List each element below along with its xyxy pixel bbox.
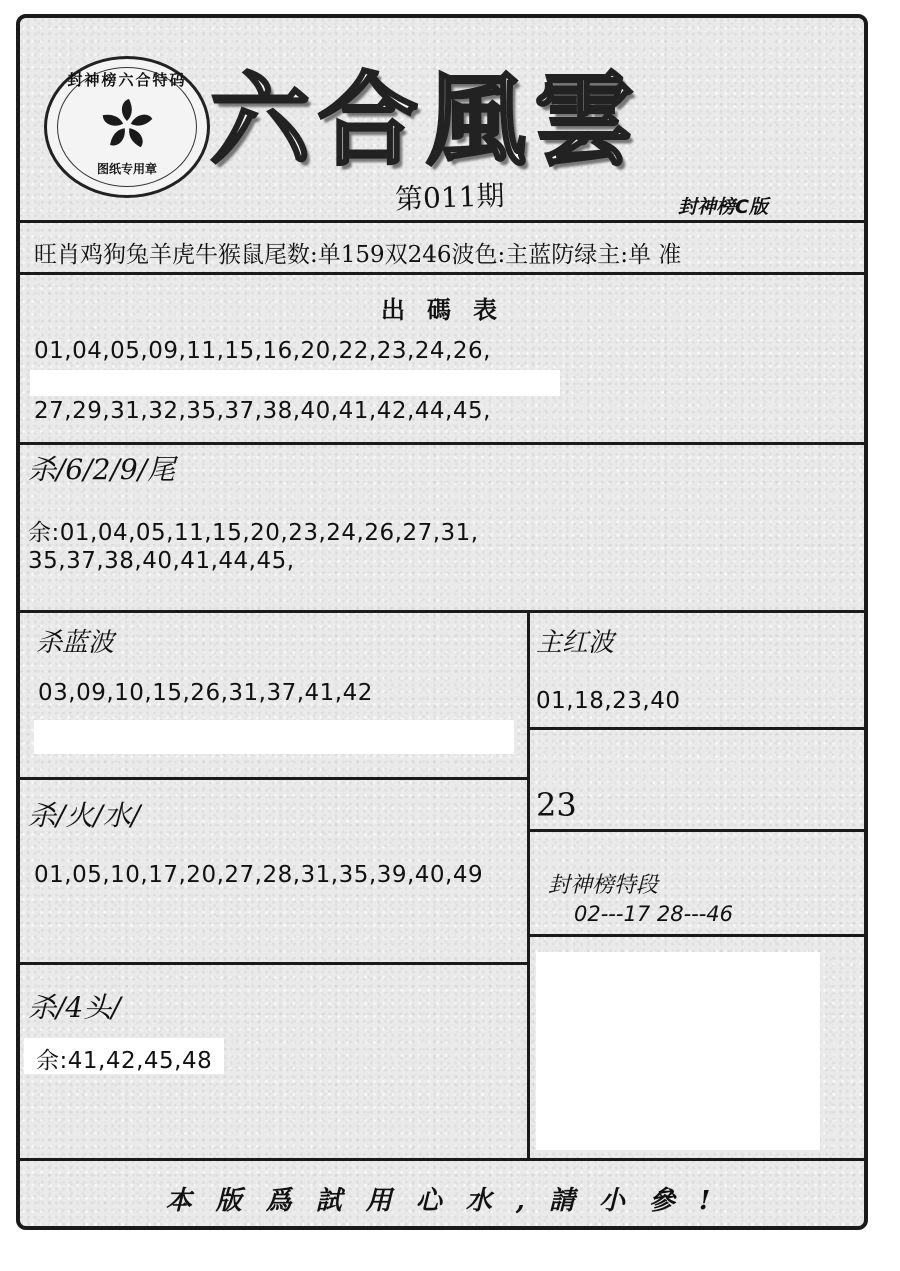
- special-segment-heading: 封神榜特段: [548, 873, 659, 898]
- divider-kill-blue: [20, 777, 528, 780]
- kill-fire-water-numbers: 01,05,10,17,20,27,28,31,35,39,40,49: [34, 862, 484, 888]
- official-seal-stamp: [44, 56, 210, 198]
- column-divider: [527, 612, 530, 1160]
- white-blank-strip: [34, 720, 514, 754]
- kill-tail-heading: 杀/6/2/9/尾: [28, 453, 176, 486]
- divider-header: [20, 220, 868, 223]
- featured-number: 23: [536, 786, 577, 824]
- divider-kill-tail: [20, 610, 868, 613]
- kill-tail-remaining-line-1: 余:01,04,05,11,15,20,23,24,26,27,31,: [28, 520, 479, 546]
- divider-info: [20, 272, 868, 275]
- kill-blue-numbers: 03,09,10,15,26,31,37,41,42: [38, 680, 373, 706]
- divider-main-red: [528, 727, 868, 730]
- number-table-line-1: 01,04,05,09,11,15,16,20,22,23,24,26,: [34, 338, 491, 364]
- seal-bottom-text: 图纸专用章: [96, 162, 157, 176]
- masthead-title: 六合風雲: [210, 61, 642, 179]
- divider-kill-fire-water: [20, 962, 528, 965]
- blank-white-box: [536, 952, 820, 1150]
- kill-tail-remaining-line-2: 35,37,38,40,41,44,45,: [28, 548, 295, 574]
- kill-head-heading: 杀/4头/: [28, 991, 121, 1024]
- issue-number: 第011期: [394, 179, 506, 216]
- number-table-line-2: 27,29,31,32,35,37,38,40,41,42,44,45,: [34, 398, 491, 424]
- special-segment-range: 02---17 28---46: [574, 902, 734, 926]
- kill-fire-water-heading: 杀/火/水/: [28, 799, 141, 832]
- main-red-heading: 主红波: [536, 628, 615, 658]
- edition-label: 封神榜C版: [678, 196, 768, 218]
- divider-featured-number: [528, 829, 868, 832]
- number-table-title: 出碼表: [381, 295, 519, 324]
- kill-head-remaining: 余:41,42,45,48: [36, 1048, 213, 1074]
- footer-disclaimer: 本版爲試用心水,請小參!: [165, 1186, 735, 1216]
- divider-special-segment: [528, 934, 868, 937]
- white-blank-strip: [30, 370, 560, 396]
- main-red-numbers: 01,18,23,40: [536, 688, 681, 714]
- divider-table: [20, 442, 868, 445]
- kill-blue-heading: 杀蓝波: [36, 628, 115, 658]
- zodiac-info-line: 旺肖鸡狗兔羊虎牛猴鼠尾数:单159双246波色:主蓝防绿主:单 准: [34, 242, 682, 268]
- bauhinia-flower-icon: [99, 97, 155, 153]
- seal-top-text: 封神榜六合特码: [67, 71, 187, 89]
- divider-footer: [20, 1158, 868, 1161]
